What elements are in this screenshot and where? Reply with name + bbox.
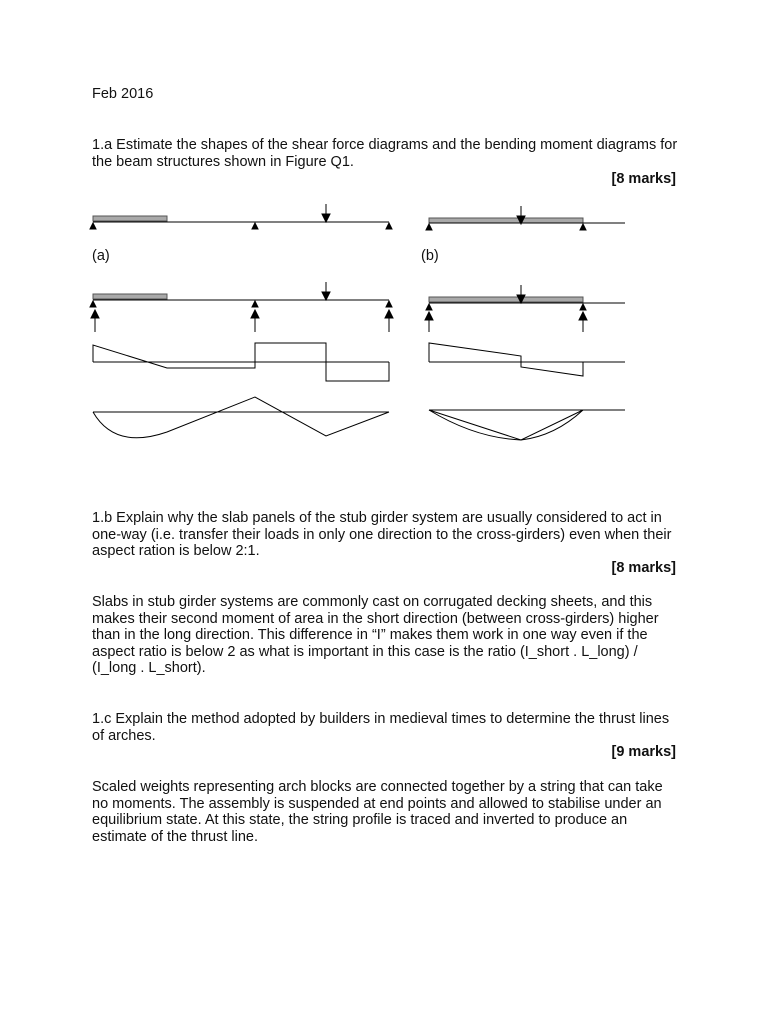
question-1c-answer: Scaled weights representing arch blocks are connected together by a string that can take no moments. The assembly is suspended at end points and allowed to stabilise under an equilibrium state. At this state, the string profile is traced and inverted to produce an estimate of the thrust line.	[92, 779, 663, 845]
beam-b	[426, 206, 625, 230]
question-1b-marks: [8 marks]	[611, 560, 676, 576]
question-1a-marks: [8 marks]	[611, 171, 676, 187]
beam-a-solution	[90, 282, 393, 438]
question-1b-answer: Slabs in stub girder systems are commonly cast on corrugated decking sheets, and this makes their second moment of area in the short direction (between cross-girders) higher than in the long direction. This difference in “I” makes them work in one way even if the aspect ratio is below 2 as what is important in this case is the ratio (I_short . L_long) / (I_long . L_short).	[92, 594, 659, 677]
document-date: Feb 2016	[92, 86, 154, 102]
beam-b-solution	[425, 285, 625, 440]
figure-caption-a: (a)	[92, 248, 110, 264]
figure-caption-b: (b)	[421, 248, 439, 264]
question-1c-marks: [9 marks]	[611, 744, 676, 760]
figure-q1	[0, 0, 768, 460]
question-1b-text: 1.b Explain why the slab panels of the stub girder system are usually considered to act in one-way (i.e. transfer their loads in only one direction to the cross-girders) even when their aspect ration is below 2:1.	[92, 510, 672, 560]
question-1a-text: 1.a Estimate the shapes of the shear force diagrams and the bending moment diagrams for the beam structures shown in Figure Q1.	[92, 137, 678, 170]
beam-a	[90, 204, 392, 229]
question-1c-text: 1.c Explain the method adopted by builders in medieval times to determine the thrust lines of arches.	[92, 711, 670, 744]
